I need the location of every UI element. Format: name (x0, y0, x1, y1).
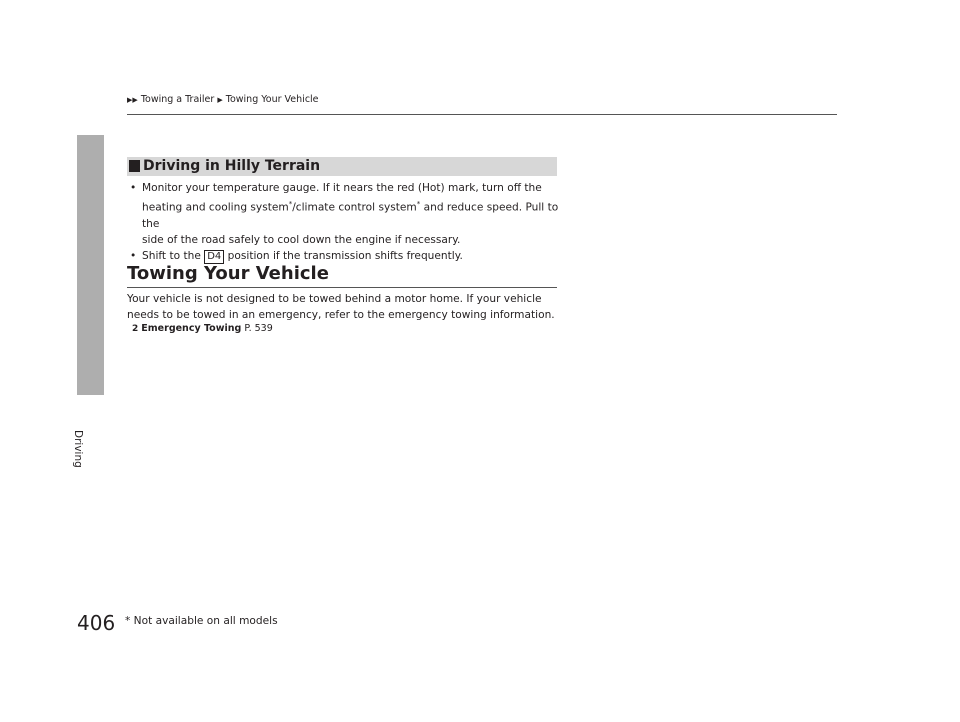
footnote: * Not available on all models (125, 615, 278, 627)
cross-reference-link[interactable] (132, 323, 273, 334)
breadcrumb (127, 94, 319, 105)
triangle-right-icon: ▶ (217, 96, 223, 104)
bullet-icon: • (130, 182, 137, 194)
header-rule (127, 114, 837, 115)
breadcrumb-item[interactable]: Towing Your Vehicle (225, 94, 319, 105)
triangle-right-icon: ▶▶ (127, 96, 138, 104)
breadcrumb-item[interactable]: Towing a Trailer (140, 94, 215, 105)
section-title: Driving in Hilly Terrain (143, 158, 321, 174)
page-number: 406 (77, 611, 116, 635)
body-paragraph: Your vehicle is not designed to be towed behind a motor home. If your vehicle needs to be towed in an emergency, refer to the emergency towing information. (127, 293, 555, 321)
list-item: • Monitor your temperature gauge. If it nears the red (Hot) mark, turn off the heating and cooling system*/climate control system* and reduce speed. Pull to the side of the road safely to cool down the engine if necessary. (130, 182, 559, 246)
list-item: • Shift to the D4 position if the transmission shifts frequently. (130, 249, 463, 262)
reference-label: Emergency Towing (141, 323, 242, 334)
chapter-label: Driving (72, 430, 84, 468)
gear-position-d4-icon: D4 (204, 250, 224, 264)
reference-page: P. 539 (244, 323, 273, 334)
square-icon (129, 160, 140, 172)
bullet-icon: • (130, 249, 137, 262)
section-header (127, 157, 557, 176)
bullet-list (130, 180, 562, 264)
heading-rule (127, 287, 557, 288)
reference-arrow-icon: 2 (132, 324, 139, 334)
chapter-tab (77, 135, 104, 395)
section-heading: Towing Your Vehicle (127, 263, 329, 284)
